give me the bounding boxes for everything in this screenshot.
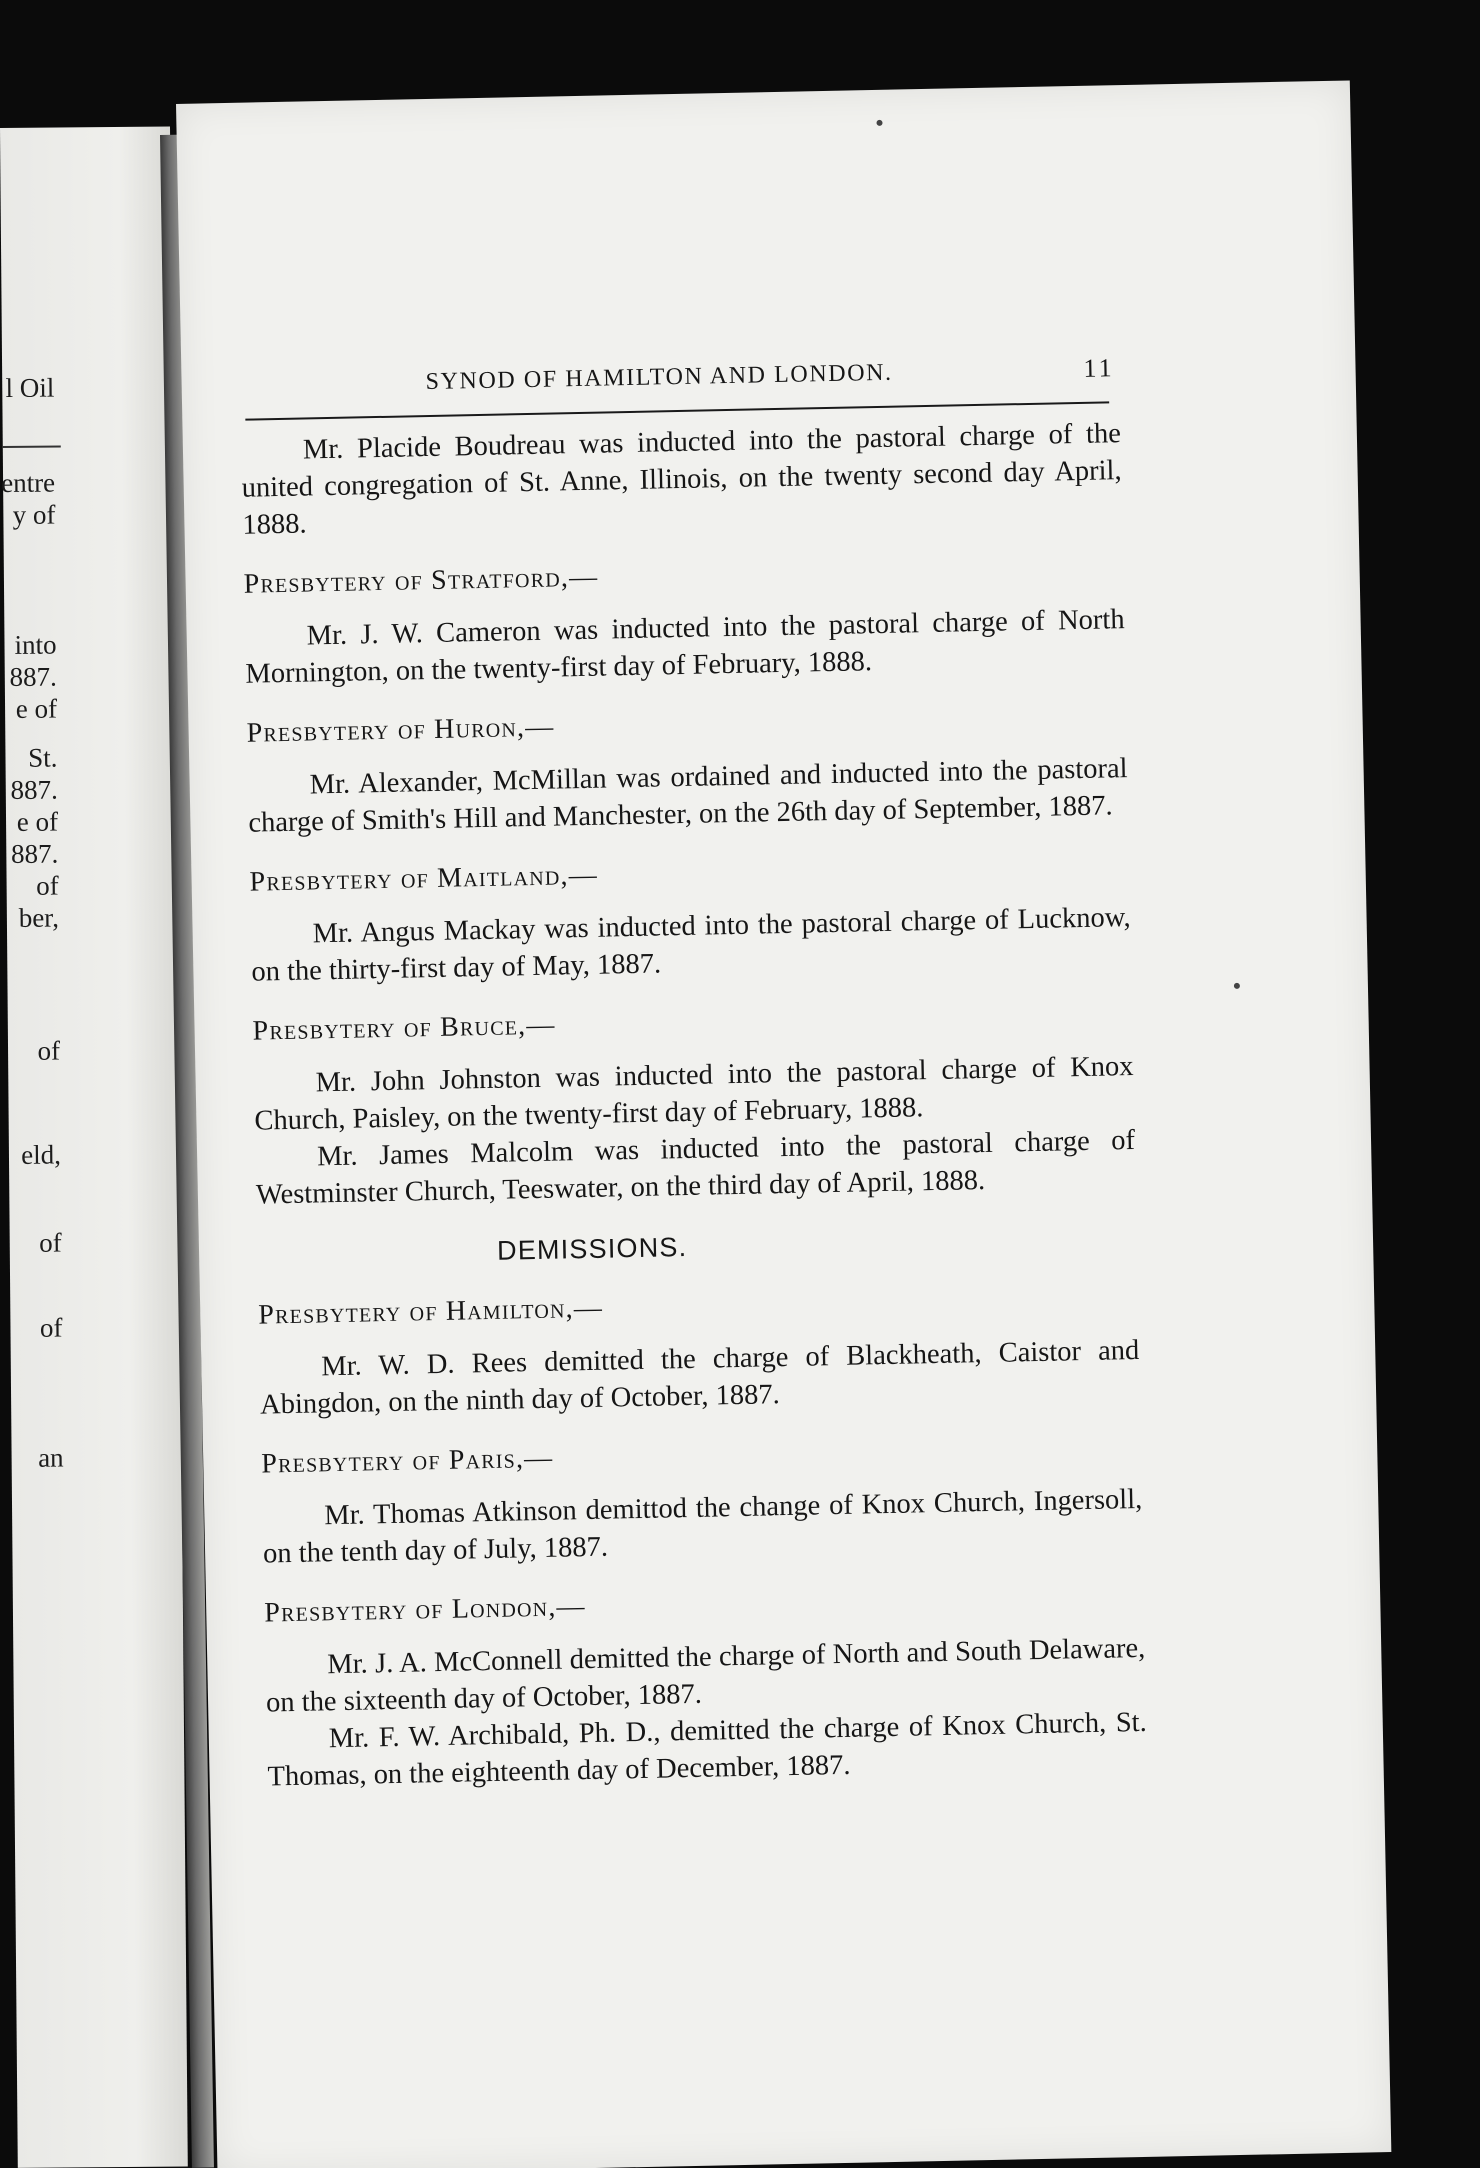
paragraph: Mr. W. D. Rees demitted the charge of Blackheath, Caistor and Abingdon, on the ninth day of October, 1887. — [259, 1334, 1140, 1421]
previous-page-text: ber, — [18, 902, 60, 933]
previous-page-text: an — [37, 1442, 64, 1473]
previous-page-text: e of — [15, 693, 58, 724]
presbytery-heading: Presbytery of Paris,— — [261, 1442, 554, 1480]
previous-page-text: 887. — [9, 661, 57, 692]
previous-page-text: e of — [16, 806, 59, 837]
previous-page-text: St. — [28, 742, 58, 773]
previous-page-text: 887. — [10, 774, 58, 805]
previous-page-text: eld, — [21, 1139, 62, 1170]
page-body — [241, 415, 1148, 1795]
running-head: SYNOD OF HAMILTON AND LONDON. — [425, 359, 893, 396]
previous-page-text: 887. — [10, 838, 59, 869]
previous-page-text: of — [35, 870, 59, 901]
presbytery-heading: Presbytery of Bruce,— — [252, 1009, 556, 1047]
presbytery-heading: Presbytery of London,— — [263, 1591, 586, 1629]
paragraph: Mr. James Malcolm was inducted into the pastoral charge of Westminster Church, Teeswater, on the third day of April, 1888. — [255, 1124, 1136, 1211]
presbytery-heading: Presbytery of Hamilton,— — [258, 1292, 604, 1331]
scan-speck — [876, 120, 882, 126]
previous-page-text: l Oil — [5, 372, 55, 403]
previous-page-text: entre — [0, 467, 56, 499]
paragraph: Mr. J. W. Cameron was inducted into the pastoral charge of North Mornington, on the twenty-first day of February, 1888. — [245, 604, 1125, 690]
presbytery-heading: Presbytery of Maitland,— — [249, 859, 599, 898]
previous-page-text: of — [39, 1227, 62, 1258]
presbytery-heading: Presbytery of Huron,— — [246, 711, 555, 749]
page-number: 11 — [1083, 353, 1115, 383]
demissions-section — [258, 1279, 1148, 1796]
paragraph: Mr. John Johnston was inducted into the pastoral charge of Knox Church, Paisley, on the twenty-first day of February, 1888. — [254, 1050, 1134, 1137]
paragraph: Mr. J. A. McConnell demitted the charge of North and South Delaware, on the sixteenth day of October, 1887. — [265, 1632, 1146, 1719]
book-page — [176, 80, 1391, 2168]
previous-page-text: of — [39, 1312, 63, 1343]
previous-page-rule — [3, 445, 61, 448]
scan-speck — [1234, 983, 1240, 989]
paragraph: Mr. Thomas Atkinson demittod the change of Knox Church, Ingersoll, on the tenth day of July, 1887. — [262, 1483, 1143, 1570]
paragraph: Mr. Angus Mackay was inducted into the pastoral charge of Lucknow, on the thirty-first day of May, 1887. — [251, 902, 1131, 988]
previous-page-text: of — [37, 1035, 61, 1066]
paragraph: Mr. Alexander, McMillan was ordained and inducted into the pastoral charge of Smith's Hill and Manchester, on the 26th day of September, 1887. — [248, 753, 1128, 839]
previous-page-text: into — [14, 629, 57, 660]
paragraph: Mr. F. W. Archibald, Ph. D., demitted the charge of Knox Church, St. Thomas, on the eighteenth day of December, 1887. — [267, 1706, 1147, 1793]
presbytery-heading: Presbytery of Stratford,— — [243, 561, 599, 600]
paragraph: Mr. Placide Boudreau was inducted into the pastoral charge of the united congregation of St. Anne, Illinois, on the twenty second day April, 1888. — [241, 418, 1122, 541]
previous-page-text: y of — [12, 499, 56, 530]
section-title: DEMISSIONS. — [496, 1231, 688, 1266]
previous-page-fragment — [0, 127, 188, 2168]
induction-section — [243, 548, 1136, 1214]
